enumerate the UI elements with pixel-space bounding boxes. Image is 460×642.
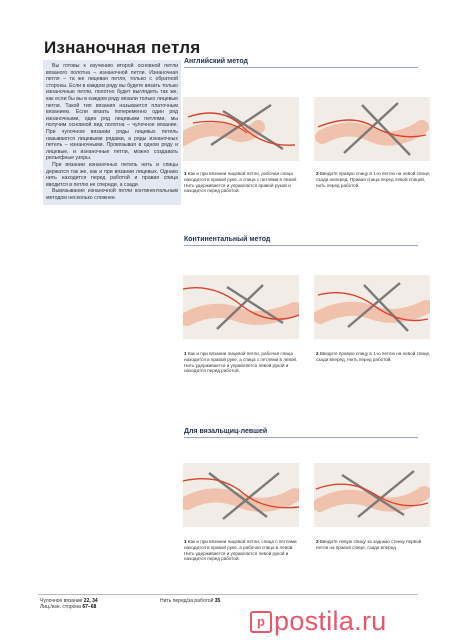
footer-ref-pages: 67–68 <box>82 604 97 611</box>
footer-ref-label: Нить перед/за работой <box>160 598 214 604</box>
intro-box <box>43 60 181 205</box>
footer-ref-label: Лиц./изн. сторона <box>40 604 81 611</box>
caption-english-step1 <box>184 171 302 194</box>
footer-divider <box>38 594 418 595</box>
caption-left-handed-step2 <box>316 539 434 551</box>
section-heading-english: Английский метод <box>184 58 418 68</box>
footer-ref-pages: 35 <box>214 598 221 604</box>
step-text: Введите правую спицу в 1-ю петлю на левой спице, сзади наперед. Правая спица перед левой спицей, нить перед работой. <box>316 171 431 188</box>
intro-paragraph: Вы готовы к изучению второй основной петли вязаного полотна – изнаночной петли. Изнаночная петля – та же лицевая петля, только с обратной стороны. Если в каждом ряду вы будете вязать только изнаночные петли, полотно будет выглядеть так же, как если бы вы в каждом ряду вязали только лицевые петли. Такой тип вязания называется платочным вязанием. Если вязать попеременно один ряд изнаночными, один ряд лицевыми петлями, мы получим основной вид полотна – чулочное вязание. При чулочном вязании ряды лицевых петель называются лицевыми рядами, а ряды изнаночных петель – изнаночными. Провязывая в одном ряду и лицевые, и изнаночные петли, можно создавать рельефные узоры. <box>46 63 178 162</box>
footer-crossrefs <box>40 598 98 611</box>
footer-ref-pages: 22, 34 <box>83 598 98 604</box>
footer-ref-label: Чулочное вязание <box>40 598 83 604</box>
photo-english-step1 <box>183 97 299 161</box>
caption-continental-step2 <box>316 351 434 363</box>
photo-continental-step2 <box>314 275 430 339</box>
step-text: Введите правую спицу в 1-ю петлю на левой спице, сзади вперед. Нить перед работой. <box>316 351 431 362</box>
postila-brand-text: postila.ru <box>274 606 387 636</box>
intro-paragraph: Вывязывание изнаночной петли континентальным методом несколько сложнее. <box>46 188 178 201</box>
step-number: 2 <box>316 171 319 176</box>
photo-left-handed-step2 <box>314 463 430 527</box>
photo-english-step2 <box>314 97 430 161</box>
footer-crossref-right <box>160 598 220 604</box>
step-text: Введите левую спицу за заднюю стенку первой петли на правой спице, сзади вперед. <box>316 539 422 550</box>
step-number: 1 <box>184 171 187 176</box>
caption-left-handed-step1 <box>184 539 302 562</box>
step-number: 1 <box>184 539 187 544</box>
postila-logo-icon: p <box>250 611 272 633</box>
section-heading-continental: Континентальный метод <box>184 236 418 246</box>
photo-continental-step1 <box>183 275 299 339</box>
step-text: Как и при вязании лицевой петли, рабочая спица находится в правой руке, а спица с петлями в левой. Нить удерживается и управляется правой рукой и находится перед работой. <box>184 171 298 194</box>
step-number: 2 <box>316 539 319 544</box>
step-number: 1 <box>184 351 187 356</box>
step-text: Как и при вязании лицевой петли, рабочая спица находится в правой руке, а спица с петлями в левой. Нить удерживается и управляется левой рукой и находится перед работой. <box>184 351 298 374</box>
photo-left-handed-step1 <box>183 463 299 527</box>
step-text: Как и при вязании лицевой петли, спица с петлями находится в правой руке, а рабочая спица в левой. Нить удерживается и управляется левой рукой и находится перед работой. <box>184 539 297 562</box>
caption-continental-step1 <box>184 351 302 374</box>
step-number: 2 <box>316 351 319 356</box>
page-title: Изнаночная петля <box>44 38 201 57</box>
caption-english-step2 <box>316 171 434 188</box>
intro-paragraph: При вязании изнаночных петель нить и спицы держатся так же, как и при вязании лицевых. Однако нить находится перед работой и правая спица вводится в петлю не спереди, а сзади. <box>46 161 178 188</box>
postila-watermark <box>250 606 387 637</box>
section-heading-left-handed: Для вязальщиц-левшей <box>184 428 418 438</box>
